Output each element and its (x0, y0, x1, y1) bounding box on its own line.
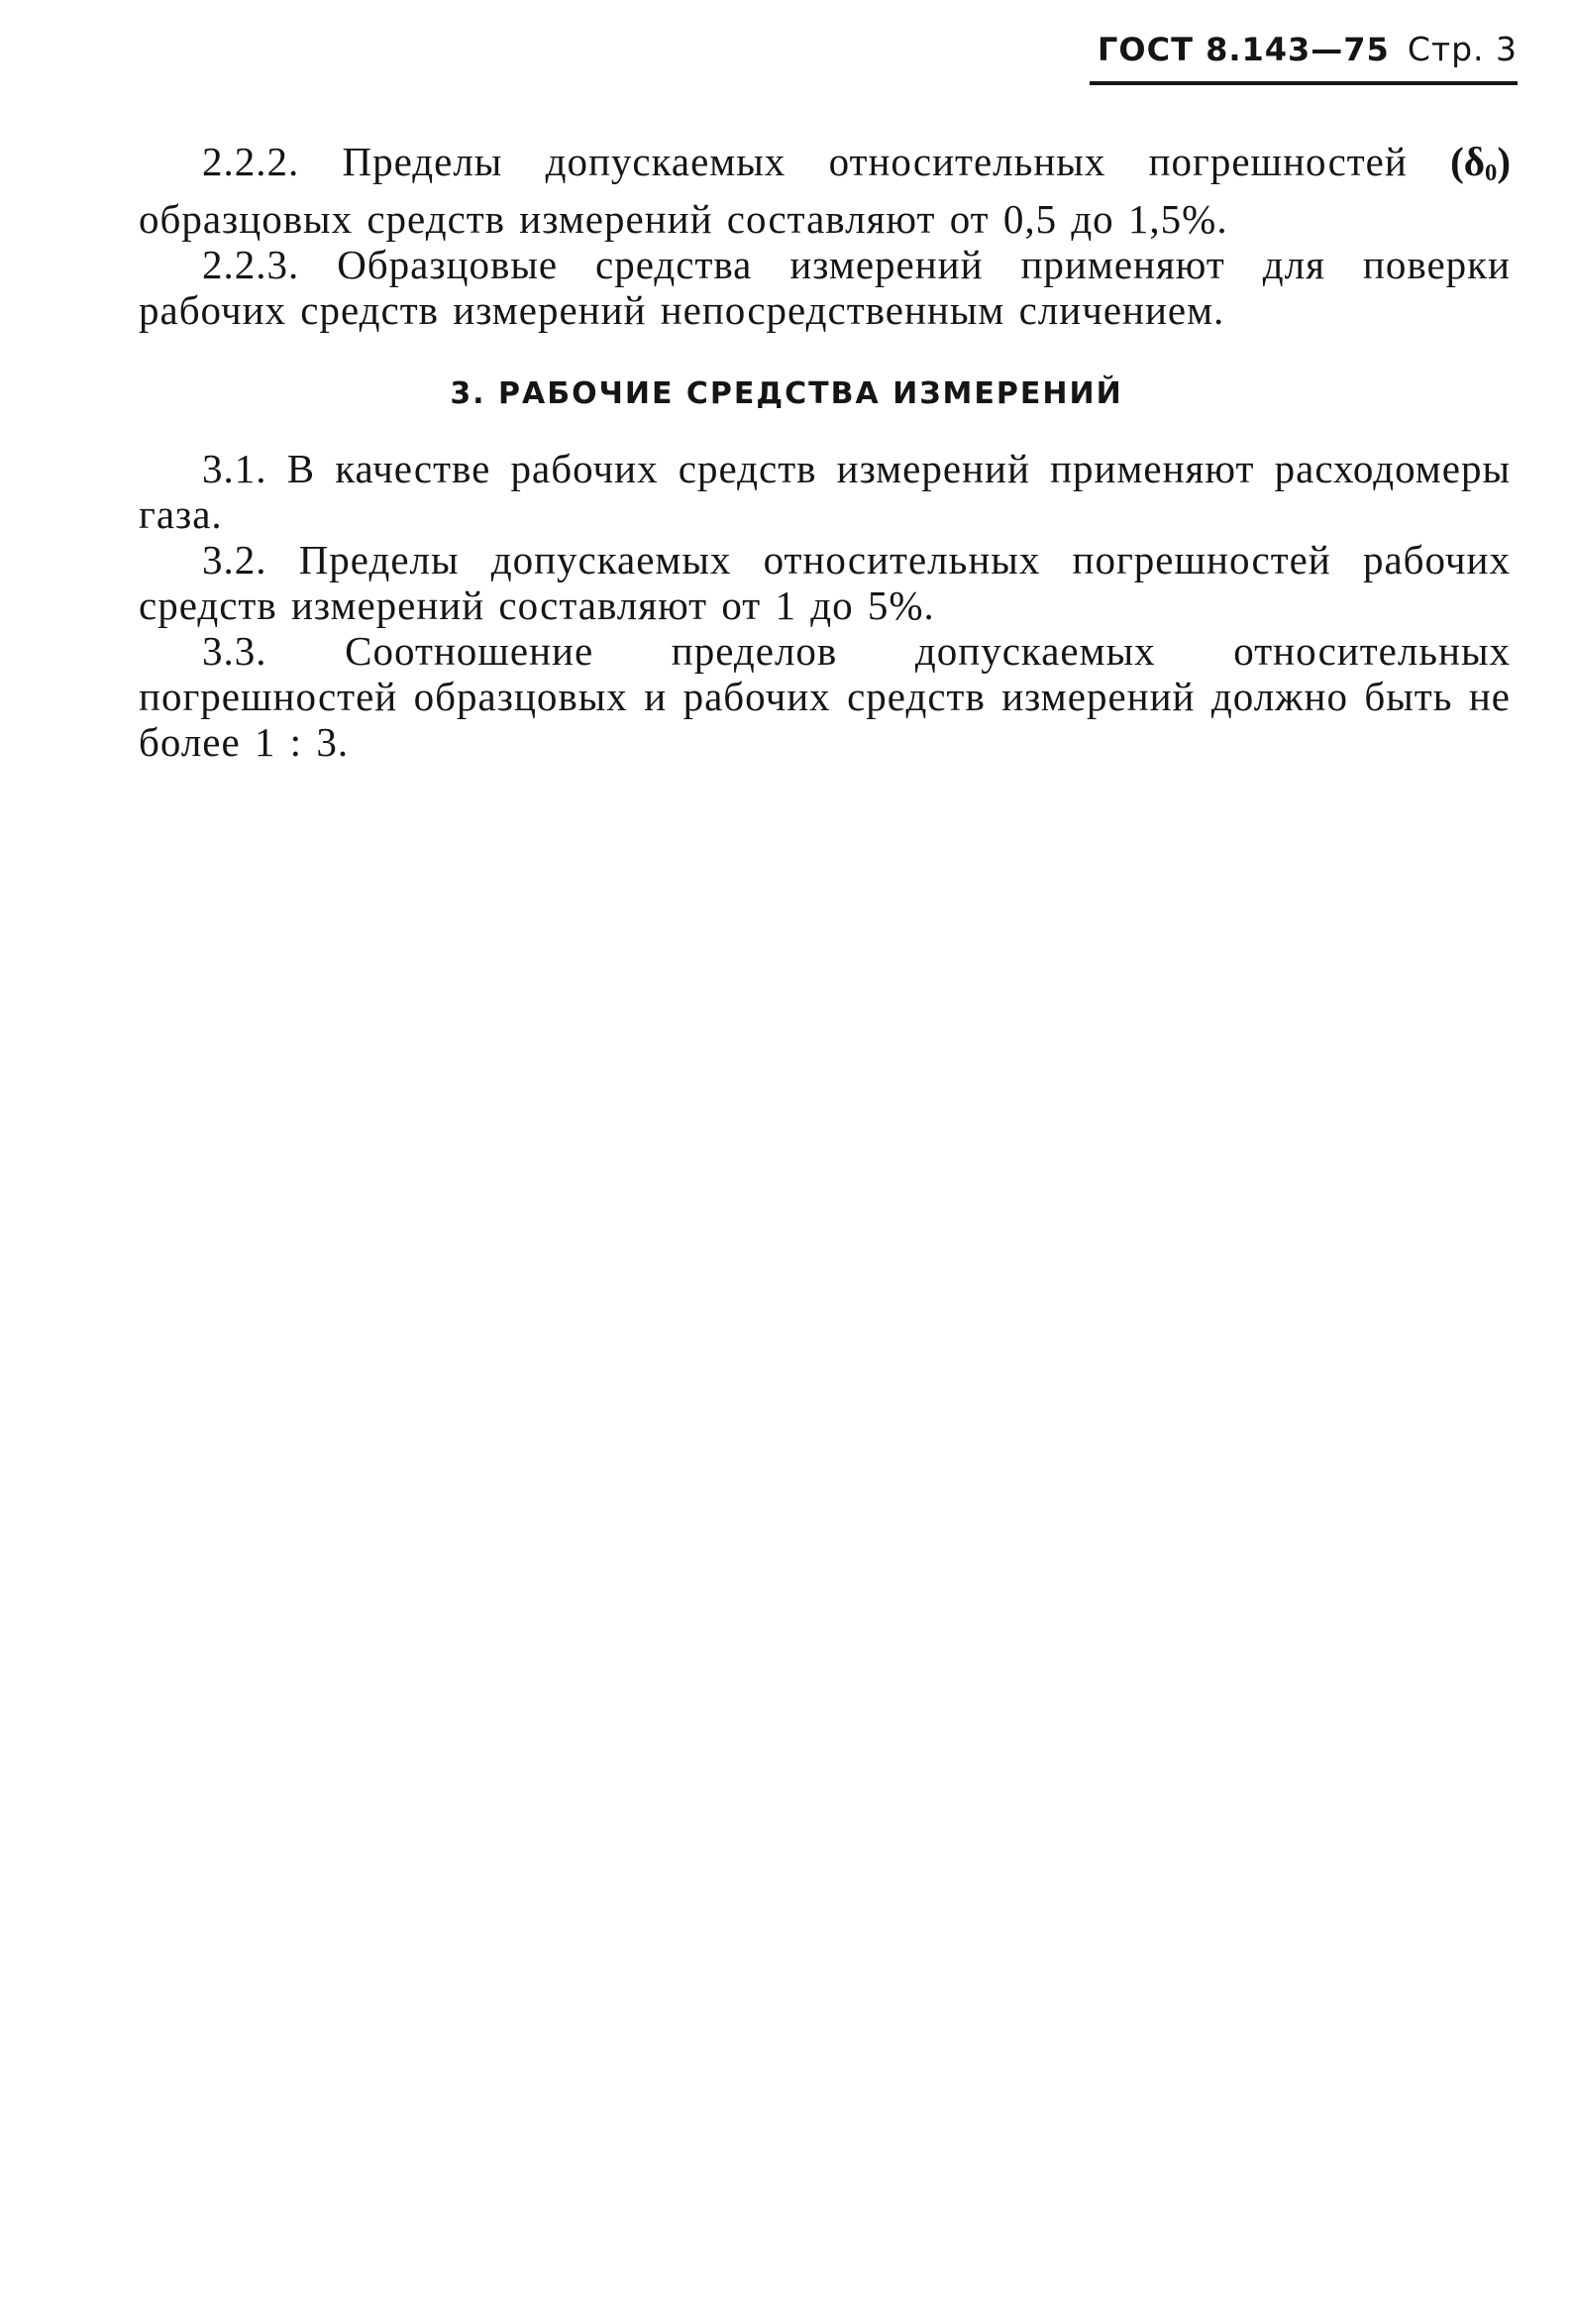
delta-symbol-close: ) (1497, 139, 1511, 184)
section-3-heading: 3. РАБОЧИЕ СРЕДСТВА ИЗМЕРЕНИЙ (450, 376, 1123, 411)
paragraph-2-2-2 (139, 139, 1511, 242)
delta-subscript: 0 (1485, 158, 1498, 186)
paragraph-3-3: 3.3. Соотношение пределов допускаемых относительных погрешностей образцовых и рабочих средств измерений должно быть не более 1 : 3. (139, 628, 1511, 765)
paragraph-2-2-3: 2.2.3. Образцовые средства измерений применяют для поверки рабочих средств измерений непосредственным сличением. (139, 241, 1511, 333)
paragraph-3-1: 3.1. В качестве рабочих средств измерений применяют расходомеры газа. (139, 446, 1511, 537)
standard-number: ГОСТ 8.143—75 (1098, 31, 1390, 68)
running-header (1098, 30, 1518, 68)
header-rule (1090, 81, 1518, 85)
paragraph-2-2-2-text-before: 2.2.2. Пределы допускаемых относительных погрешностей (202, 139, 1408, 184)
paragraph-2-2-2-text-after: образцовых средств измерений составляют от 0,5 до 1,5%. (139, 195, 1228, 242)
paragraph-3-2: 3.2. Пределы допускаемых относительных погрешностей рабочих средств измерений составляют от 1 до 5%. (139, 537, 1511, 628)
section-2-2-block (139, 139, 1511, 333)
section-3-block (139, 446, 1511, 765)
page-number: Стр. 3 (1407, 30, 1518, 68)
delta-symbol-open: (δ (1450, 139, 1486, 184)
delta-symbol (1450, 139, 1511, 184)
